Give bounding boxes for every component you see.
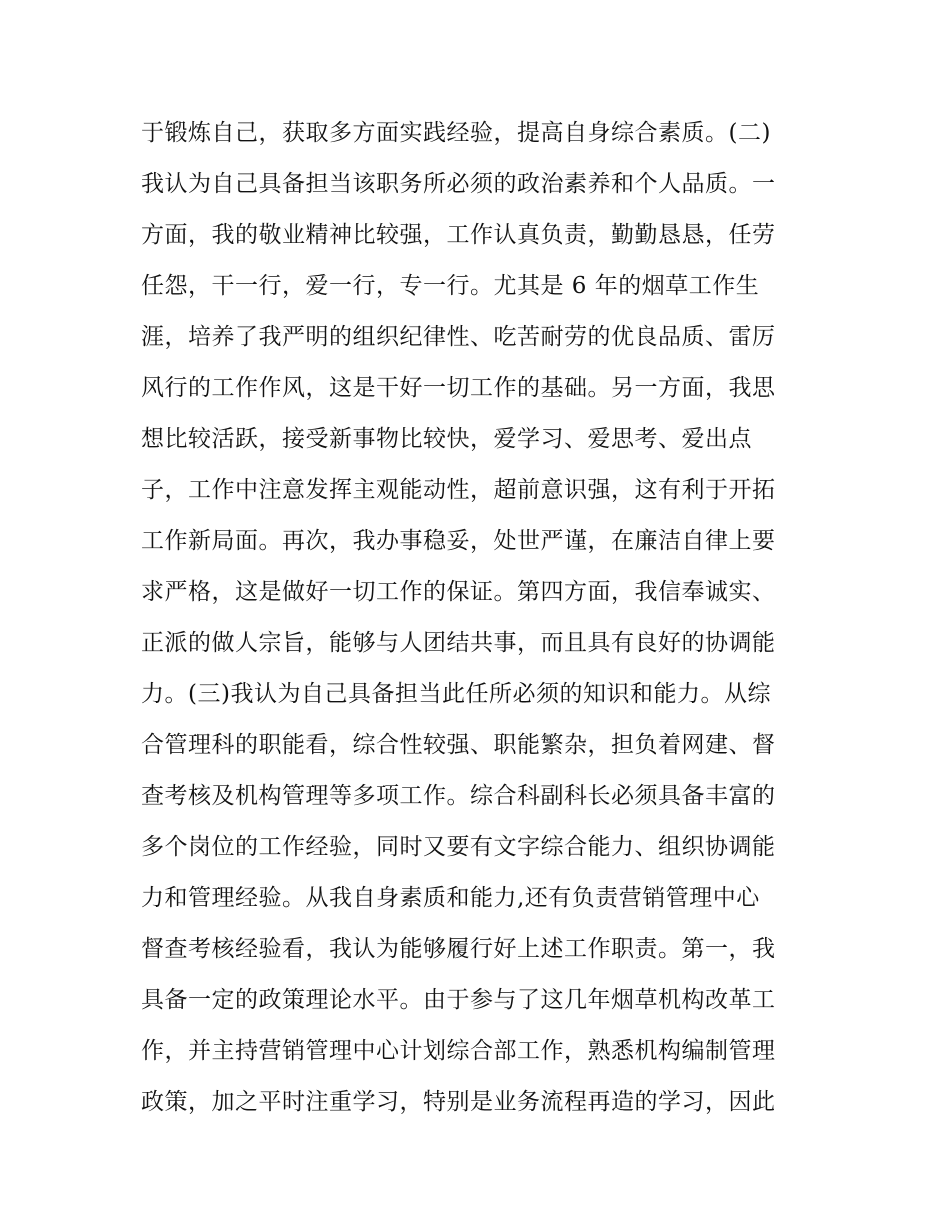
text-line: 任怨，干一行，爱一行，专一行。尤其是 6 年的烟草工作生 (141, 273, 760, 299)
text-line: 工作新局面。再次，我办事稳妥，处世严谨，在廉洁自律上要 (141, 528, 776, 554)
text-line: 合管理科的职能看，综合性较强、职能繁杂，担负着网建、督 (141, 732, 776, 758)
text-line: 于锻炼自己，获取多方面实践经验，提高自身综合素质。(二) (141, 120, 771, 146)
text-line: 督查考核经验看，我认为能够履行好上述工作职责。第一，我 (141, 936, 776, 962)
text-line: 力和管理经验。从我自身素质和能力,还有负责营销管理中心 (141, 885, 760, 911)
text-line: 方面，我的敬业精神比较强，工作认真负责，勤勤恳恳，任劳 (141, 222, 776, 248)
body-text (141, 108, 821, 1128)
text-line: 具备一定的政策理论水平。由于参与了这几年烟草机构改革工 (141, 987, 776, 1013)
text-line: 想比较活跃，接受新事物比较快，爱学习、爱思考、爱出点 (141, 426, 752, 452)
text-line: 政策，加之平时注重学习，特别是业务流程再造的学习，因此 (141, 1089, 776, 1115)
text-line: 作，并主持营销管理中心计划综合部工作，熟悉机构编制管理 (141, 1038, 776, 1064)
text-line: 涯，培养了我严明的组织纪律性、吃苦耐劳的优良品质、雷厉 (141, 324, 776, 350)
text-line: 我认为自己具备担当该职务所必须的政治素养和个人品质。一 (141, 171, 776, 197)
text-line: 多个岗位的工作经验，同时又要有文字综合能力、组织协调能 (141, 834, 776, 860)
text-line: 求严格，这是做好一切工作的保证。第四方面，我信奉诚实、 (141, 579, 776, 605)
text-line: 力。(三)我认为自己具备担当此任所必须的知识和能力。从综 (141, 681, 771, 707)
text-line: 风行的工作作风，这是干好一切工作的基础。另一方面，我思 (141, 375, 776, 401)
text-line: 子，工作中注意发挥主观能动性，超前意识强，这有利于开拓 (141, 477, 776, 503)
text-line: 正派的做人宗旨，能够与人团结共事，而且具有良好的协调能 (141, 630, 776, 656)
text-line: 查考核及机构管理等多项工作。综合科副科长必须具备丰富的 (141, 783, 776, 809)
